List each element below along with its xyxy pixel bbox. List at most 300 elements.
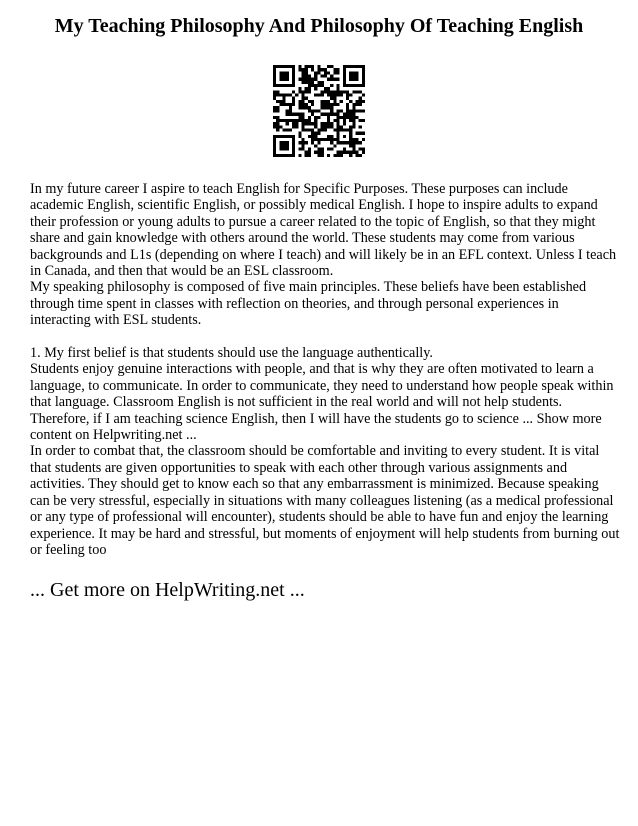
qr-module <box>327 138 330 141</box>
qr-module <box>355 116 358 119</box>
qr-module <box>302 141 305 144</box>
qr-module <box>324 122 327 125</box>
qr-module <box>286 103 289 106</box>
qr-module <box>305 65 308 68</box>
qr-module <box>279 125 282 128</box>
qr-module <box>327 154 330 157</box>
qr-module <box>308 84 311 87</box>
qr-module <box>276 122 279 125</box>
qr-module <box>289 119 292 122</box>
qr-module <box>289 109 292 112</box>
qr-module <box>327 147 330 150</box>
qr-module <box>308 119 311 122</box>
qr-module <box>336 125 339 128</box>
qr-module <box>302 128 305 131</box>
qr-module <box>330 147 333 150</box>
qr-module <box>302 116 305 119</box>
qr-module <box>314 119 317 122</box>
qr-module <box>340 109 343 112</box>
qr-module <box>273 97 276 100</box>
qr-module <box>333 94 336 97</box>
qr-module <box>346 97 349 100</box>
qr-module <box>333 90 336 93</box>
qr-module <box>340 94 343 97</box>
paragraph-intro: In my future career I aspire to teach English for Specific Purposes. These purposes can include academic English, scientific English, or possibly medical English. I hope to inspire adults to expand their profession or young adults to pursue a career related to the topic of English, so that they might share and gain knowledge with others around the world. These students may come from various backgrounds and L1s (depending on where I teach) and will likely be in an EFL context. Unless I teach in Canada, and then that would be an ESL classroom. <box>30 181 620 280</box>
qr-module <box>302 78 305 81</box>
qr-module <box>336 84 339 87</box>
qr-module <box>308 135 311 138</box>
qr-module <box>352 90 355 93</box>
qr-module <box>308 106 311 109</box>
qr-module <box>273 90 276 93</box>
qr-module <box>311 81 314 84</box>
qr-module <box>292 119 295 122</box>
qr-module <box>327 100 330 103</box>
qr-module <box>302 147 305 150</box>
qr-module <box>336 122 339 125</box>
qr-module <box>352 141 355 144</box>
qr-module <box>359 125 362 128</box>
qr-module <box>276 119 279 122</box>
paragraph-belief-heading: 1. My first belief is that students should use the language authentically. <box>30 345 433 362</box>
qr-module <box>333 128 336 131</box>
qr-module <box>355 103 358 106</box>
qr-module <box>317 147 320 150</box>
qr-module <box>336 119 339 122</box>
qr-module <box>317 154 320 157</box>
qr-module <box>330 65 333 68</box>
qr-module <box>327 125 330 128</box>
qr-module <box>305 151 308 154</box>
qr-finder-core <box>349 71 359 81</box>
qr-module <box>302 81 305 84</box>
qr-module <box>362 132 365 135</box>
qr-module <box>314 94 317 97</box>
qr-module <box>311 122 314 125</box>
qr-module <box>298 65 301 68</box>
qr-module <box>302 97 305 100</box>
qr-module <box>276 109 279 112</box>
qr-module <box>311 65 314 68</box>
qr-module <box>352 109 355 112</box>
qr-module <box>359 90 362 93</box>
qr-module <box>330 78 333 81</box>
qr-module <box>324 71 327 74</box>
qr-module <box>330 138 333 141</box>
qr-module <box>324 103 327 106</box>
get-more-link[interactable]: ... Get more on HelpWriting.net ... <box>30 579 305 601</box>
qr-module <box>305 78 308 81</box>
qr-module <box>289 128 292 131</box>
qr-module <box>276 90 279 93</box>
qr-module <box>305 106 308 109</box>
qr-module <box>314 125 317 128</box>
qr-module <box>324 75 327 78</box>
qr-module <box>321 154 324 157</box>
qr-module <box>305 119 308 122</box>
qr-module <box>286 94 289 97</box>
qr-module <box>317 65 320 68</box>
qr-module <box>327 94 330 97</box>
qr-module <box>362 109 365 112</box>
qr-module <box>295 122 298 125</box>
qr-module <box>355 90 358 93</box>
qr-module <box>330 94 333 97</box>
qr-module <box>321 122 324 125</box>
qr-module <box>352 119 355 122</box>
qr-module <box>321 81 324 84</box>
qr-module <box>314 132 317 135</box>
qr-module <box>327 135 330 138</box>
qr-module <box>295 94 298 97</box>
qr-module <box>343 119 346 122</box>
qr-module <box>298 103 301 106</box>
qr-module <box>314 135 317 138</box>
qr-module <box>321 125 324 128</box>
qr-module <box>355 151 358 154</box>
qr-module <box>314 78 317 81</box>
qr-module <box>314 138 317 141</box>
qr-module <box>324 68 327 71</box>
qr-module <box>321 94 324 97</box>
qr-module <box>302 90 305 93</box>
qr-module <box>289 94 292 97</box>
qr-module <box>317 128 320 131</box>
qr-module <box>330 90 333 93</box>
qr-module <box>352 147 355 150</box>
qr-module <box>302 103 305 106</box>
qr-module <box>343 122 346 125</box>
qr-module <box>314 109 317 112</box>
qr-module <box>308 87 311 90</box>
qr-module <box>349 119 352 122</box>
qr-module <box>346 94 349 97</box>
qr-module <box>295 113 298 116</box>
paragraph-gap <box>30 329 620 345</box>
qr-module <box>352 106 355 109</box>
qr-module <box>346 109 349 112</box>
qr-module <box>279 94 282 97</box>
qr-module <box>346 106 349 109</box>
qr-module <box>327 119 330 122</box>
qr-module <box>333 71 336 74</box>
qr-module <box>324 106 327 109</box>
qr-module <box>362 100 365 103</box>
qr-module <box>333 144 336 147</box>
qr-module <box>352 113 355 116</box>
qr-module <box>340 100 343 103</box>
qr-module <box>298 154 301 157</box>
qr-module <box>317 81 320 84</box>
qr-module <box>321 84 324 87</box>
qr-module <box>359 119 362 122</box>
qr-module <box>311 138 314 141</box>
qr-module <box>349 144 352 147</box>
qr-module <box>298 100 301 103</box>
qr-module <box>305 122 308 125</box>
qr-module <box>362 94 365 97</box>
qr-module <box>362 138 365 141</box>
qr-module <box>336 154 339 157</box>
qr-module <box>327 87 330 90</box>
qr-module <box>330 84 333 87</box>
qr-module <box>302 94 305 97</box>
qr-module <box>283 97 286 100</box>
qr-module <box>308 75 311 78</box>
qr-module <box>362 147 365 150</box>
qr-module <box>283 94 286 97</box>
qr-module <box>305 71 308 74</box>
qr-module <box>327 103 330 106</box>
qr-module <box>292 122 295 125</box>
qr-module <box>317 132 320 135</box>
qr-module <box>355 100 358 103</box>
qr-module <box>352 151 355 154</box>
qr-module <box>346 116 349 119</box>
qr-module <box>359 132 362 135</box>
article-body <box>30 181 623 558</box>
qr-module <box>352 103 355 106</box>
qr-module <box>343 113 346 116</box>
qr-code-graphic <box>273 65 365 157</box>
qr-module <box>302 144 305 147</box>
qr-module <box>305 103 308 106</box>
qr-module <box>308 78 311 81</box>
qr-module <box>283 119 286 122</box>
qr-module <box>298 68 301 71</box>
qr-module <box>333 113 336 116</box>
qr-module <box>359 147 362 150</box>
qr-module <box>349 113 352 116</box>
qr-module <box>273 106 276 109</box>
qr-module <box>317 109 320 112</box>
qr-module <box>314 75 317 78</box>
qr-module <box>336 87 339 90</box>
qr-module <box>321 100 324 103</box>
qr-module <box>359 141 362 144</box>
qr-module <box>314 144 317 147</box>
qr-module <box>305 97 308 100</box>
qr-module <box>359 97 362 100</box>
qr-module <box>340 116 343 119</box>
qr-module <box>330 122 333 125</box>
qr-module <box>286 122 289 125</box>
qr-module <box>289 106 292 109</box>
qr-module <box>292 103 295 106</box>
qr-module <box>317 94 320 97</box>
qr-module <box>289 103 292 106</box>
qr-module <box>308 151 311 154</box>
qr-module <box>321 75 324 78</box>
qr-module <box>340 154 343 157</box>
qr-module <box>327 90 330 93</box>
qr-module <box>308 122 311 125</box>
qr-module <box>330 103 333 106</box>
qr-module <box>308 154 311 157</box>
qr-module <box>352 116 355 119</box>
qr-module <box>298 141 301 144</box>
qr-module <box>305 75 308 78</box>
qr-module <box>276 94 279 97</box>
qr-module <box>302 138 305 141</box>
qr-module <box>343 151 346 154</box>
qr-finder-core <box>279 141 289 151</box>
qr-module <box>311 141 314 144</box>
qr-module <box>311 132 314 135</box>
qr-module <box>321 113 324 116</box>
qr-module <box>276 128 279 131</box>
qr-module <box>286 113 289 116</box>
qr-module <box>292 100 295 103</box>
qr-module <box>333 100 336 103</box>
qr-module <box>327 116 330 119</box>
qr-module <box>349 100 352 103</box>
qr-module <box>362 151 365 154</box>
qr-module <box>349 125 352 128</box>
qr-module <box>314 71 317 74</box>
qr-module <box>314 87 317 90</box>
qr-module <box>292 125 295 128</box>
qr-module <box>289 113 292 116</box>
qr-module <box>286 128 289 131</box>
qr-module <box>276 116 279 119</box>
qr-module <box>324 138 327 141</box>
qr-module <box>305 154 308 157</box>
qr-module <box>355 109 358 112</box>
qr-module <box>340 90 343 93</box>
qr-module <box>327 71 330 74</box>
qr-module <box>292 97 295 100</box>
qr-module <box>311 113 314 116</box>
qr-module <box>327 78 330 81</box>
qr-module <box>352 125 355 128</box>
qr-module <box>324 113 327 116</box>
qr-module <box>352 144 355 147</box>
qr-module <box>321 106 324 109</box>
qr-module <box>330 125 333 128</box>
qr-module <box>321 90 324 93</box>
qr-module <box>333 97 336 100</box>
qr-module <box>330 106 333 109</box>
qr-module <box>292 113 295 116</box>
qr-module <box>283 128 286 131</box>
qr-module <box>355 154 358 157</box>
qr-module <box>333 154 336 157</box>
qr-module <box>346 113 349 116</box>
qr-module <box>305 90 308 93</box>
qr-module <box>362 119 365 122</box>
qr-module <box>276 106 279 109</box>
qr-module <box>336 113 339 116</box>
qr-module <box>321 147 324 150</box>
qr-module <box>305 81 308 84</box>
qr-module <box>324 125 327 128</box>
qr-module <box>308 65 311 68</box>
paragraph-philosophy: My speaking philosophy is composed of five main principles. These beliefs have been established through time spent in classes with reflection on theories, and through personal experiences in interacting with ESL students. <box>30 279 590 329</box>
qr-module <box>330 135 333 138</box>
qr-module <box>283 100 286 103</box>
qr-module <box>302 119 305 122</box>
qr-module <box>355 132 358 135</box>
qr-module <box>302 113 305 116</box>
qr-module <box>298 116 301 119</box>
qr-module <box>279 119 282 122</box>
qr-module <box>336 116 339 119</box>
paragraph-belief-detail: Students enjoy genuine interactions with people, and that is why they are often motivated to learn a language, to communicate. In order to communicate, they need to understand how people speak within that language. Classroom English is not sufficient in the real world and will not help students. Therefore, if I am teaching science English, then I will have the students go to science ... Show more content on Helpwriting.net ... <box>30 361 618 444</box>
qr-module <box>308 128 311 131</box>
qr-module <box>308 116 311 119</box>
qr-code-icon <box>273 65 365 157</box>
qr-module <box>298 78 301 81</box>
qr-module <box>305 87 308 90</box>
qr-module <box>292 90 295 93</box>
qr-module <box>336 109 339 112</box>
qr-module <box>359 109 362 112</box>
qr-module <box>302 75 305 78</box>
qr-module <box>349 116 352 119</box>
qr-module <box>330 109 333 112</box>
qr-module <box>305 141 308 144</box>
qr-module <box>314 122 317 125</box>
qr-module <box>359 100 362 103</box>
qr-module <box>355 138 358 141</box>
qr-module <box>314 151 317 154</box>
qr-module <box>346 103 349 106</box>
qr-module <box>298 135 301 138</box>
qr-module <box>324 87 327 90</box>
qr-module <box>321 151 324 154</box>
qr-module <box>276 125 279 128</box>
qr-module <box>330 97 333 100</box>
qr-module <box>298 132 301 135</box>
qr-module <box>359 154 362 157</box>
qr-module <box>283 103 286 106</box>
qr-module <box>273 116 276 119</box>
qr-module <box>286 119 289 122</box>
qr-module <box>317 84 320 87</box>
qr-module <box>336 71 339 74</box>
qr-module <box>302 122 305 125</box>
qr-module <box>314 84 317 87</box>
qr-module <box>311 78 314 81</box>
qr-module <box>302 125 305 128</box>
qr-module <box>333 138 336 141</box>
qr-module <box>308 81 311 84</box>
qr-module <box>317 151 320 154</box>
qr-module <box>311 100 314 103</box>
qr-module <box>340 125 343 128</box>
qr-module <box>352 138 355 141</box>
qr-module <box>317 138 320 141</box>
qr-module <box>327 65 330 68</box>
qr-module <box>336 151 339 154</box>
qr-module <box>336 103 339 106</box>
qr-module <box>302 71 305 74</box>
qr-module <box>298 147 301 150</box>
qr-module <box>317 116 320 119</box>
qr-module <box>321 138 324 141</box>
qr-module <box>355 141 358 144</box>
qr-module <box>343 147 346 150</box>
qr-module <box>346 90 349 93</box>
qr-module <box>311 128 314 131</box>
qr-module <box>336 90 339 93</box>
qr-module <box>346 151 349 154</box>
qr-module <box>302 100 305 103</box>
qr-module <box>336 94 339 97</box>
qr-module <box>273 122 276 125</box>
qr-module <box>333 68 336 71</box>
